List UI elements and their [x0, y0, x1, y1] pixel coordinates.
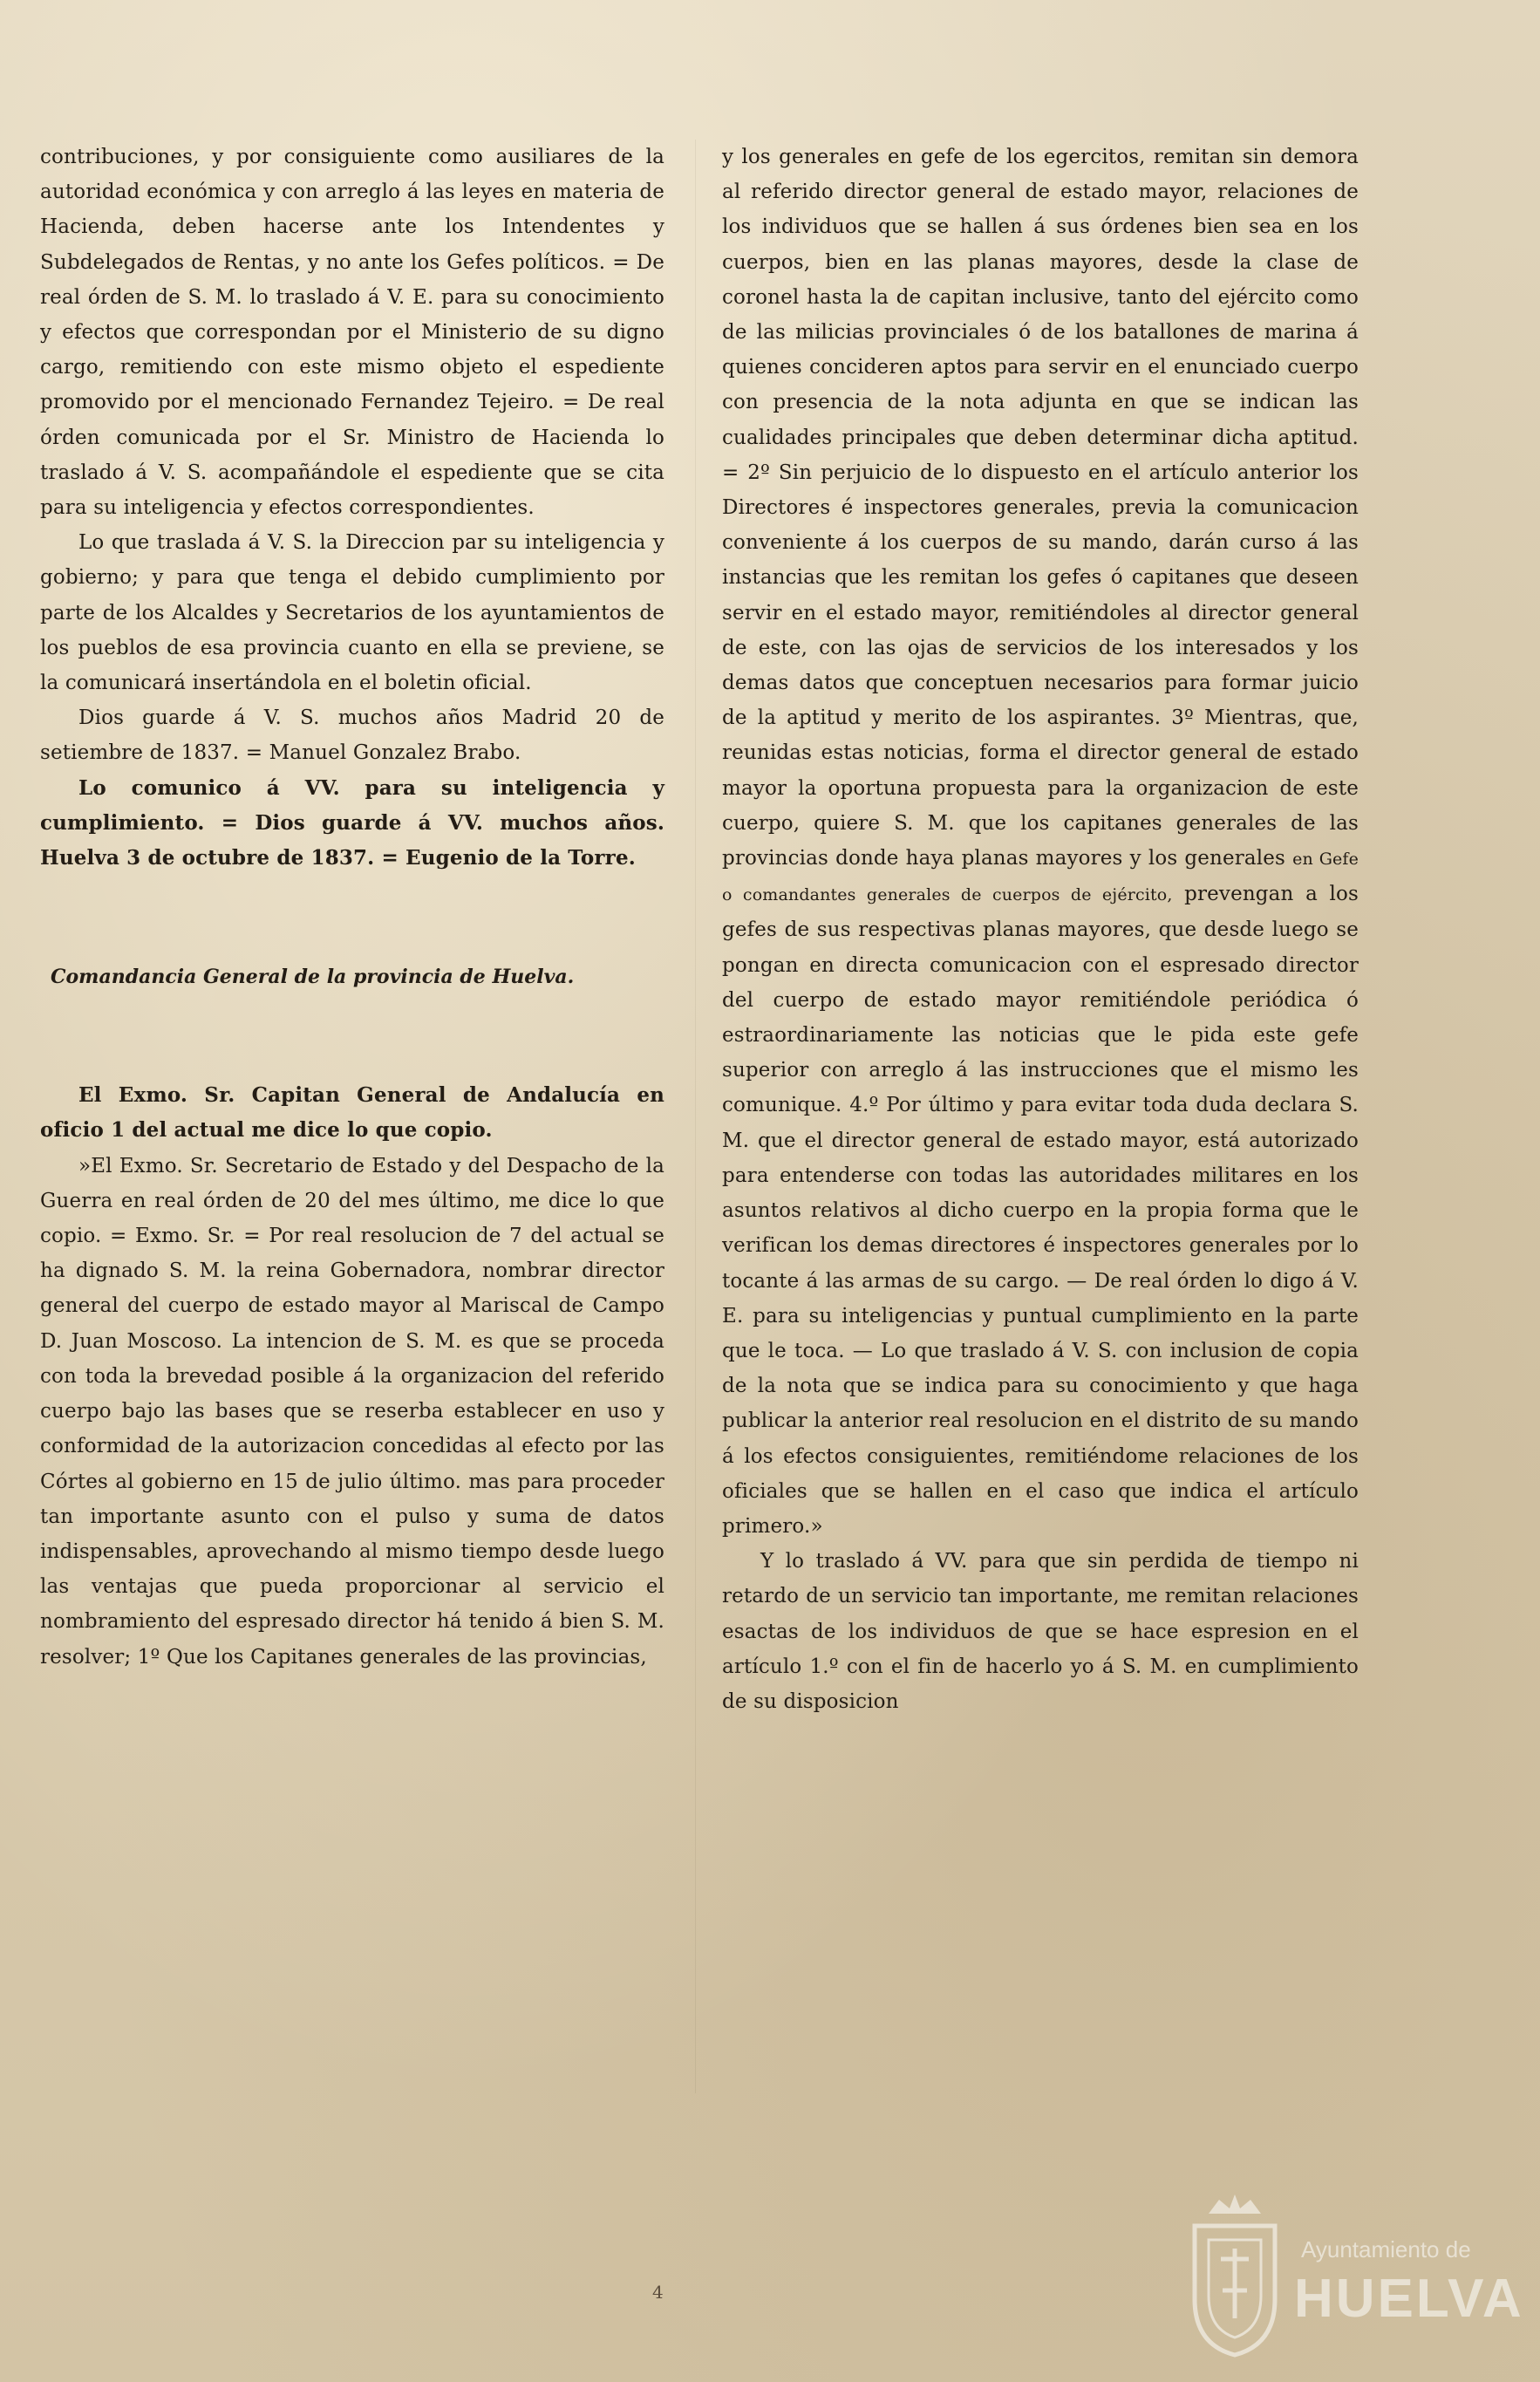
logo-city: HUELVA [1294, 2269, 1524, 2329]
paragraph-generales [722, 140, 1359, 1544]
paragraph-signature-huelva: Lo comunico á VV. para su inteligencia y cumplimiento. = Dios guarde á VV. muchos años. Huelva 3 de octubre de 1837. = Eugenio de la Torre. [40, 775, 664, 870]
section-spacer [40, 1036, 664, 1078]
huelva-logo [1182, 2187, 1524, 2362]
paragraph-signature-madrid: Dios guarde á V. S. muchos años Madrid 20 de setiembre de 1837. = Manuel Gonzalez Brabo. [40, 706, 664, 765]
paragraph-direccion: Lo que traslada á V. S. la Direccion par su inteligencia y gobierno; y para que tenga el debido cumplimiento por parte de los Alcaldes y Secretarios de los ayuntamientos de los pueblos de esa provincia cuanto en ella se previene, se la comunicará insertándola en el boletin oficial. [40, 531, 664, 695]
paragraph-traslado: Y lo traslado á VV. para que sin perdida de tiempo ni retardo de un servicio tan importante, me remitan relaciones esactas de los individuos de que se hace espresion en el artículo 1.º con el fin de hacerlo yo á S. M. en cumplimiento de su disposicion [722, 1550, 1359, 1713]
paragraph-generales-small: en Gefe o comandantes generales de cuerpos de ejército, [722, 850, 1359, 905]
section-spacer [40, 876, 664, 918]
paragraph-generales-tail: prevengan a los gefes de sus respectivas planas mayores, que desde luego se pongan en directa comunicacion con el espresado director del cuerpo de estado mayor remitiéndole periódica ó estraordinariamente las noticias que le pida este gefe superior con arreglo á las instrucciones que el mismo les comunique. 4.º Por último y para evitar toda duda declara S. M. que el director general de estado mayor, está autorizado para entenderse con todas las autoridades militares en los asuntos relativos al dicho cuerpo en la propia forma que le verifican los demas directores é inspectores generales por lo tocante á las armas de su cargo. — De real órden lo digo á V. E. para su inteligencias y puntual cumplimiento en la parte que le toca. — Lo que traslado á V. S. con inclusion de copia de la nota que se indica para su conocimiento y que haga publicar la anterior real resolucion en el distrito de su mando á los efectos consiguientes, remitiéndome relaciones de los oficiales que se hallen en el caso que indica el artículo primero.» [722, 883, 1359, 1538]
logo-caption: Ayuntamiento de [1301, 2236, 1471, 2263]
column-divider [695, 140, 696, 2093]
section-heading: Comandancia General de la provincia de Huelva. [51, 966, 575, 989]
paragraph-generales-main: y los generales en gefe de los egercitos, remitan sin demora al referido director general de estado mayor, relaciones de los individuos que se hallen á sus órdenes bien sea en los cuerpos, bien en las planas mayores, desde la clase de coronel hasta la de capitan inclusive, tanto del ejército como de las milicias provinciales ó de los batallones de marina á quienes concideren aptos para servir en el enunciado cuerpo con presencia de la nota adjunta en que se indican las cualidades principales que deben determinar dicha aptitud. = 2º Sin perjuicio de lo dispuesto en el artículo anterior los Directores é inspectores generales, previa la comunicacion conveniente á los cuerpos de su mando, darán curso á las instancias que les remitan los gefes ó capitanes que deseen servir en el estado mayor, remitiéndoles al director general de este, con las ojas de servicios de los interesados y los demas datos que conceptuen necesarios para formar juicio de la aptitud y merito de los aspirantes. 3º Mientras, que, reunidas estas noticias, forma el director general de estado mayor la oportuna propuesta para la organizacion de este cuerpo, quiere S. M. que los capitanes generales de las provincias donde haya planas mayores y los generales [722, 146, 1359, 870]
page-number: 4 [652, 2282, 664, 2303]
right-column [722, 140, 1359, 1719]
section-spacer [40, 918, 664, 959]
section-spacer [40, 994, 664, 1036]
paragraph-capitan-general: El Exmo. Sr. Capitan General de Andalucía en oficio 1 del actual me dice lo que copio. [40, 1083, 664, 1143]
coat-of-arms-icon [1182, 2187, 1287, 2358]
paragraph-real-orden: »El Exmo. Sr. Secretario de Estado y del Despacho de la Guerra en real órden de 20 del mes último, me dice lo que copio. = Exmo. Sr. = Por real resolucion de 7 del actual se ha dignado S. M. la reina Gobernadora, nombrar director general del cuerpo de estado mayor al Mariscal de Campo D. Juan Moscoso. La intencion de S. M. es que se proceda con toda la brevedad posible á la organizacion del referido cuerpo bajo las bases que se reserba establecer en uso y conformidad de la autorizacion concedidas al efecto por las Córtes al gobierno en 15 de julio último. mas para proceder tan importante asunto con el pulso y suma de datos indispensables, aprovechando al mismo tiempo desde luego las ventajas que pueda proporcionar al servicio el nombramiento del espresado director há tenido á bien S. M. resolver; 1º Que los Capitanes generales de las provincias, [40, 1154, 664, 1669]
left-column [40, 140, 664, 1675]
paragraph-contribuciones: contribuciones, y por consiguiente como ausiliares de la autoridad económica y con arreglo á las leyes en materia de Hacienda, deben hacerse ante los Intendentes y Subdelegados de Rentas, y no ante los Gefes políticos. = De real órden de S. M. lo traslado á V. E. para su conocimiento y efectos que correspondan por el Ministerio de su digno cargo, remitiendo con este mismo objeto el espediente promovido por el mencionado Fernandez Tejeiro. = De real órden comunicada por el Sr. Ministro de Hacienda lo traslado á V. S. acompañándole el espediente que se cita para su inteligencia y efectos correspondientes. [40, 146, 664, 520]
